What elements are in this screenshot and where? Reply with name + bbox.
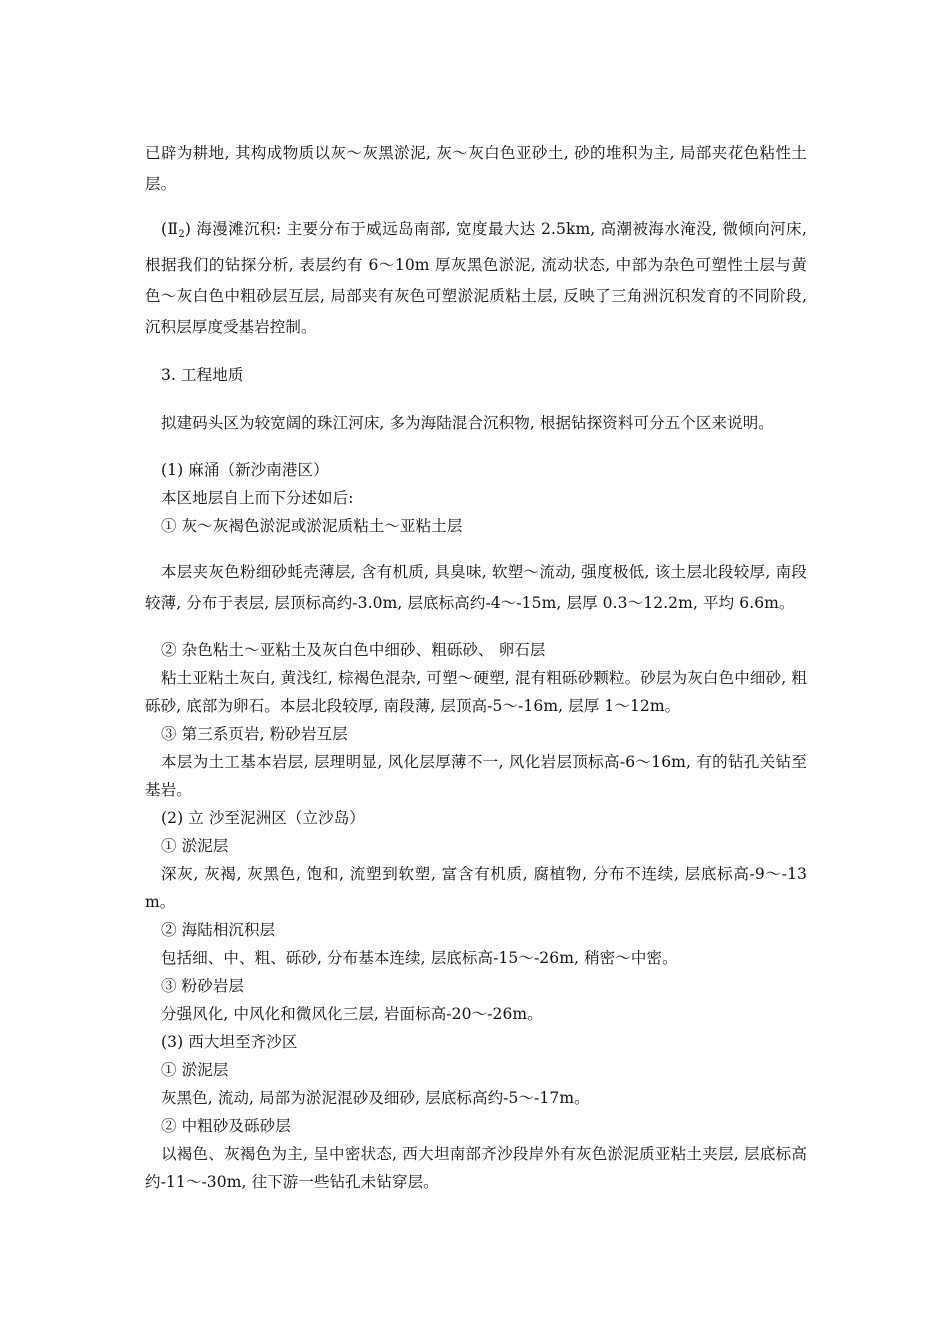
paragraph-tidal-flat-prefix: (Ⅱ [161, 220, 179, 238]
zone-3-layer-1-text: 灰黑色, 流动, 局部为淤泥混砂及细砂, 层底标高约-5～-17m。 [161, 1089, 590, 1107]
zone-2-title: (2) 立 沙至泥洲区（立沙岛） [161, 809, 365, 827]
subscript-2: 2 [178, 229, 185, 240]
zone-2-layer-1-title: ① 淤泥层 [161, 837, 229, 855]
zone-3-title: (3) 西大坦至齐沙区 [161, 1033, 298, 1051]
paragraph-tidal-flat [145, 214, 807, 343]
zone-2-layer-1-text: 深灰, 灰褐, 灰黑色, 饱和, 流塑到软塑, 富含有机质, 腐植物, 分布不连续, 层底标高-9～-13m。 [145, 865, 807, 911]
zone-1-layer-3-title: ③ 第三系页岩, 粉砂岩互层 [161, 725, 348, 743]
zone-1-layer-1-text: 本层夹灰色粉细砂蚝壳薄层, 含有机质, 具臭味, 软塑～流动, 强度极低, 该土层北段较厚, 南段较薄, 分布于表层, 层顶标高约-3.0m, 层底标高约-4～-15m, 层厚 0.3～12.2m, 平均 6.6m。 [145, 563, 807, 612]
zone-2-layer-3-title: ③ 粉砂岩层 [161, 977, 245, 995]
zone-1-layer-1-title: ① 灰～灰褐色淤泥或淤泥质粘土～亚粘土层 [161, 517, 463, 535]
zone-1-layer-3-text: 本层为土工基本岩层, 层理明显, 风化层厚薄不一, 风化岩层顶标高-6～16m, 有的钻孔关钻至基岩。 [145, 753, 807, 799]
zone-1-layer-2-title: ② 杂色粘土～亚粘土及灰白色中细砂、粗砾砂、 卵石层 [161, 641, 546, 659]
zone-2-layer-3-text: 分强风化, 中风化和微风化三层, 岩面标高-20～-26m。 [161, 1005, 543, 1023]
zone-3-layer-2-text: 以褐色、灰褐色为主, 呈中密状态, 西大坦南部齐沙段岸外有灰色淤泥质亚粘土夹层, 层底标高约-11～-30m, 往下游一些钻孔未钻穿层。 [145, 1145, 807, 1191]
paragraph-intro: 拟建码头区为较宽阔的珠江河床, 多为海陆混合沉积物, 根据钻探资料可分五个区来说明。 [161, 414, 774, 432]
zone-2-layer-2-text: 包括细、中、粗、砾砂, 分布基本连续, 层底标高-15～-26m, 稍密～中密。 [161, 949, 678, 967]
zone-2-layer-2-title: ② 海陆相沉积层 [161, 921, 276, 939]
zone-1-title: (1) 麻涌（新沙南港区） [161, 461, 329, 479]
paragraph-continuation: 已辟为耕地, 其构成物质以灰～灰黑淤泥, 灰～灰白色亚砂土, 砂的堆积为主, 局部夹花色粘性土层。 [145, 144, 807, 193]
zone-1-intro: 本区地层自上而下分述如后: [161, 489, 354, 507]
section-heading-engineering-geology: 3. 工程地质 [161, 366, 244, 384]
zone-3-layer-1-title: ① 淤泥层 [161, 1061, 229, 1079]
paragraph-tidal-flat-text: ) 海漫滩沉积: 主要分布于威远岛南部, 宽度最大达 2.5km, 高潮被海水淹没, 微倾向河床, 根据我们的钻探分析, 表层约有 6～10m 厚灰黑色淤泥, 流动状态, 中部为杂色可塑性土层与黄色～灰白色中粗砂层互层, 局部夹有灰色可塑淤泥质粘土层, 反映了三角洲沉积发育的不同阶段, 沉积层厚度受基岩控制。 [145, 220, 807, 336]
zone-1-layer-2-text: 粘土亚粘土灰白, 黄浅红, 棕褐色混杂, 可塑～硬塑, 混有粗砾砂颗粒。砂层为灰白色中细砂, 粗砾砂, 底部为卵石。本层北段较厚, 南段薄, 层顶高-5～-16m, 层厚 1～12m。 [145, 669, 807, 715]
document-page [145, 138, 807, 1196]
zone-3-layer-2-title: ② 中粗砂及砾砂层 [161, 1117, 291, 1135]
